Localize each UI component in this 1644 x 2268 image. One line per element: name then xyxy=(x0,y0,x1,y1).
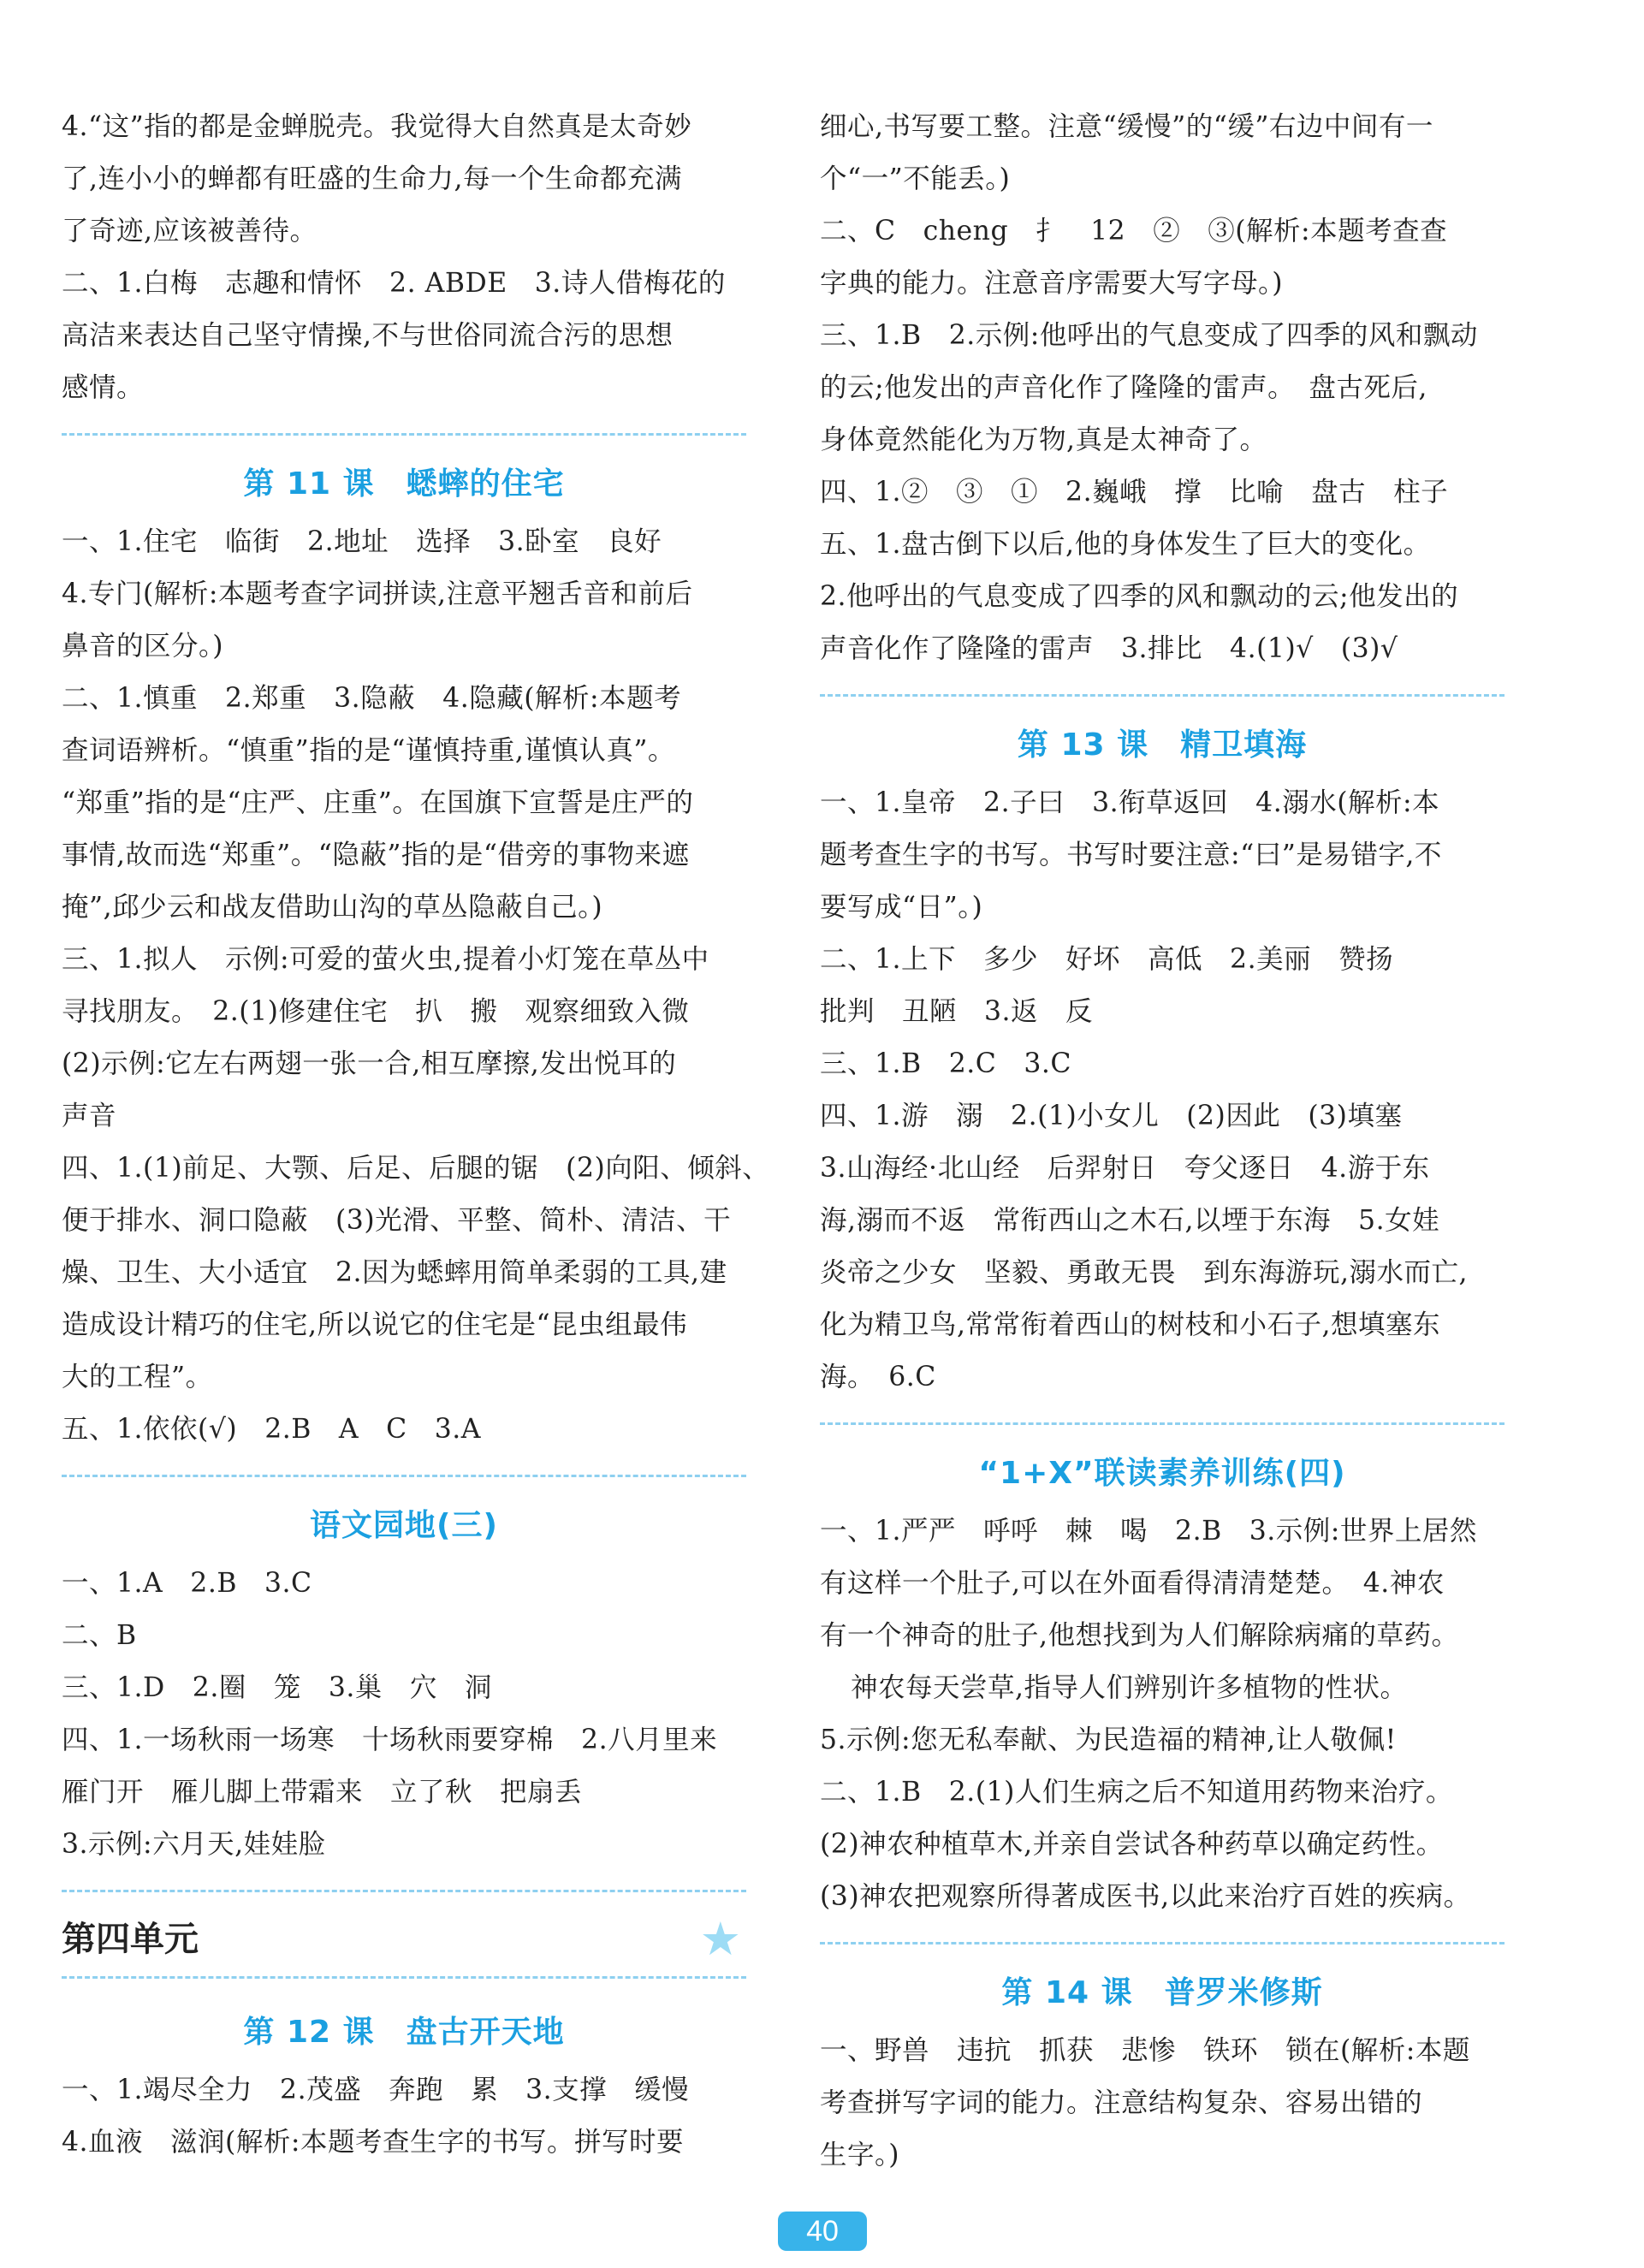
lesson-13-title: 第 13 课 精卫填海 xyxy=(1017,727,1308,763)
answer-line: 4.专门(解析:本题考查字词拼读,注意平翘舌音和前后 xyxy=(62,579,693,609)
answer-block xyxy=(62,1558,746,1871)
answer-line: 考查拼写字词的能力。注意结构复杂、容易出错的 xyxy=(820,2087,1423,2118)
answer-line: 化为精卫鸟,常常衔着西山的树枝和小石子,想填塞东 xyxy=(820,1309,1441,1340)
answer-line: 神农每天尝草,指导人们辨别许多植物的性状。 xyxy=(851,1672,1408,1703)
answer-line: 二、1.B 2.(1)人们生病之后不知道用药物来治疗。 xyxy=(820,1777,1453,1808)
answer-line: 生字。) xyxy=(820,2140,900,2170)
answer-line: 五、1.依依(√) 2.B A C 3.A xyxy=(62,1414,482,1445)
answer-line: 二、B xyxy=(62,1620,137,1651)
answer-line: 有一个神奇的肚子,他想找到为人们解除病痛的草药。 xyxy=(820,1620,1459,1651)
answer-line: 声音 xyxy=(62,1101,117,1131)
answer-line: 海,溺而不返 常衔西山之木石,以堙于东海 5.女娃 xyxy=(820,1205,1440,1236)
answer-block xyxy=(820,2025,1505,2182)
answer-line: 四、1.(1)前足、大颚、后足、后腿的锯 (2)向阳、倾斜、 xyxy=(62,1153,770,1184)
answer-block xyxy=(62,2064,746,2169)
answer-line: 一、1.皇帝 2.子曰 3.衔草返回 4.溺水(解析:本 xyxy=(820,787,1440,818)
unit-4-title xyxy=(62,1909,746,1969)
answer-line: 有这样一个肚子,可以在外面看得清清楚楚。 4.神农 xyxy=(820,1568,1445,1599)
page-number: 40 xyxy=(778,2212,867,2251)
answer-block xyxy=(62,516,770,1456)
answer-block xyxy=(820,1505,1505,1923)
answer-line: 二、1.上下 多少 好坏 高低 2.美丽 赞扬 xyxy=(820,944,1394,975)
answer-line: 了,连小小的蝉都有旺盛的生命力,每一个生命都充满 xyxy=(62,163,683,194)
answer-line: 燥、卫生、大小适宜 2.因为蟋蟀用简单柔弱的工具,建 xyxy=(62,1257,727,1288)
answer-line: 二、C cheng 扌 12 ② ③(解析:本题考查查 xyxy=(820,216,1448,246)
answer-line: (2)示例:它左右两翅一张一合,相互摩擦,发出悦耳的 xyxy=(62,1048,677,1079)
divider xyxy=(820,1422,1505,1425)
answer-line: “郑重”指的是“庄严、庄重”。在国旗下宣誓是庄严的 xyxy=(62,787,694,818)
answer-line: 查词语辨析。“慎重”指的是“谨慎持重,谨慎认真”。 xyxy=(62,735,675,766)
left-column xyxy=(62,101,770,2169)
answer-line: 雁门开 雁儿脚上带霜来 立了秋 把扇丢 xyxy=(62,1777,583,1808)
answer-line: 身体竟然能化为万物,真是太神奇了。 xyxy=(820,425,1267,455)
answer-line: 二、1.白梅 志趣和情怀 2. ABDE 3.诗人借梅花的 xyxy=(62,268,726,299)
unit-title-text: 第四单元 xyxy=(62,1920,199,1959)
answer-line: 大的工程”。 xyxy=(62,1362,213,1392)
garden-3-title: 语文园地(三) xyxy=(310,1508,498,1543)
answer-line: 二、1.慎重 2.郑重 3.隐蔽 4.隐藏(解析:本题考 xyxy=(62,683,682,714)
answer-line: 四、1.游 溺 2.(1)小女儿 (2)因此 (3)填塞 xyxy=(820,1101,1403,1131)
answer-line: 鼻音的区分。) xyxy=(62,631,224,662)
answer-line: 掩”,邱少云和战友借助山沟的草丛隐蔽自己。) xyxy=(62,892,603,923)
answer-line: 一、1.竭尽全力 2.茂盛 奔跑 累 3.支撑 缓慢 xyxy=(62,2075,690,2105)
answer-line: 炎帝之少女 坚毅、勇敢无畏 到东海游玩,溺水而亡, xyxy=(820,1257,1469,1288)
star-icon: ★ xyxy=(699,1912,741,1966)
answer-line: 字典的能力。注意音序需要大写字母。) xyxy=(820,268,1284,299)
right-column xyxy=(820,101,1505,2182)
answer-line: 批判 丑陋 3.返 反 xyxy=(820,996,1094,1027)
answer-line: 了奇迹,应该被善待。 xyxy=(62,216,318,246)
lesson-14-title: 第 14 课 普罗米修斯 xyxy=(1001,1975,1323,2010)
divider xyxy=(62,1890,746,1892)
answer-line: 一、野兽 违抗 抓获 悲惨 铁环 锁在(解析:本题 xyxy=(820,2035,1470,2066)
answer-line: 四、1.一场秋雨一场寒 十场秋雨要穿棉 2.八月里来 xyxy=(62,1725,718,1755)
answer-line: 感情。 xyxy=(62,372,145,403)
divider xyxy=(62,1475,746,1477)
answer-line: 4.血液 滋润(解析:本题考查生字的书写。拼写时要 xyxy=(62,2127,684,2158)
answer-line: 便于排水、洞口隐蔽 (3)光滑、平整、简朴、清洁、干 xyxy=(62,1205,732,1236)
divider xyxy=(62,433,746,436)
lesson-11-title: 第 11 课 蟋蟀的住宅 xyxy=(243,466,565,502)
answer-line: 题考查生字的书写。书写时要注意:“曰”是易错字,不 xyxy=(820,840,1442,870)
answer-line: 三、1.B 2.示例:他呼出的气息变成了四季的风和飘动 xyxy=(820,320,1478,351)
answer-line: 五、1.盘古倒下以后,他的身体发生了巨大的变化。 xyxy=(820,529,1431,560)
answer-line: 三、1.拟人 示例:可爱的萤火虫,提着小灯笼在草丛中 xyxy=(62,944,709,975)
answer-block xyxy=(820,101,1505,675)
answer-line: 2.他呼出的气息变成了四季的风和飘动的云;他发出的 xyxy=(820,581,1459,612)
answer-line: (3)神农把观察所得著成医书,以此来治疗百姓的疾病。 xyxy=(820,1881,1471,1912)
answer-line: 3.示例:六月天,娃娃脸 xyxy=(62,1829,326,1860)
answer-line: 个“一”不能丢。) xyxy=(820,163,1011,194)
answer-line: 四、1.② ③ ① 2.巍峨 撑 比喻 盘古 柱子 xyxy=(820,477,1449,508)
reading-4-title: “1+X”联读素养训练(四) xyxy=(978,1456,1346,1491)
answer-line: 细心,书写要工整。注意“缓慢”的“缓”右边中间有一 xyxy=(820,111,1433,142)
answer-line: 一、1.A 2.B 3.C xyxy=(62,1568,312,1599)
answer-line: 高洁来表达自己坚守情操,不与世俗同流合污的思想 xyxy=(62,320,674,351)
answer-line: 一、1.严严 呼呼 棘 喝 2.B 3.示例:世界上居然 xyxy=(820,1516,1477,1547)
answer-line: 声音化作了隆隆的雷声 3.排比 4.(1)√ (3)√ xyxy=(820,633,1398,664)
answer-block xyxy=(820,777,1505,1404)
answer-line: 5.示例:您无私奉献、为民造福的精神,让人敬佩! xyxy=(820,1725,1397,1755)
answer-line: 造成设计精巧的住宅,所以说它的住宅是“昆虫组最伟 xyxy=(62,1309,688,1340)
answer-line: 4.“这”指的都是金蝉脱壳。我觉得大自然真是太奇妙 xyxy=(62,111,692,142)
answer-line: 三、1.D 2.圈 笼 3.巢 穴 洞 xyxy=(62,1672,492,1703)
answer-block xyxy=(62,101,746,414)
divider xyxy=(62,1976,746,1979)
divider xyxy=(820,1942,1505,1944)
answer-line: (2)神农种植草木,并亲自尝试各种药草以确定药性。 xyxy=(820,1829,1444,1860)
divider xyxy=(820,694,1505,697)
answer-line: 3.山海经·北山经 后羿射日 夸父逐日 4.游于东 xyxy=(820,1153,1430,1184)
answer-line: 事情,故而选“郑重”。“隐蔽”指的是“借旁的事物来遮 xyxy=(62,840,690,870)
answer-line: 的云;他发出的声音化作了隆隆的雷声。 盘古死后, xyxy=(820,372,1427,403)
answer-line: 三、1.B 2.C 3.C xyxy=(820,1048,1072,1079)
lesson-12-title: 第 12 课 盘古开天地 xyxy=(243,2015,565,2050)
answer-line: 要写成“日”。) xyxy=(820,892,983,923)
answer-line: 海。 6.C xyxy=(820,1362,936,1392)
answer-line: 一、1.住宅 临街 2.地址 选择 3.卧室 良好 xyxy=(62,526,662,557)
answer-line: 寻找朋友。 2.(1)修建住宅 扒 搬 观察细致入微 xyxy=(62,996,690,1027)
